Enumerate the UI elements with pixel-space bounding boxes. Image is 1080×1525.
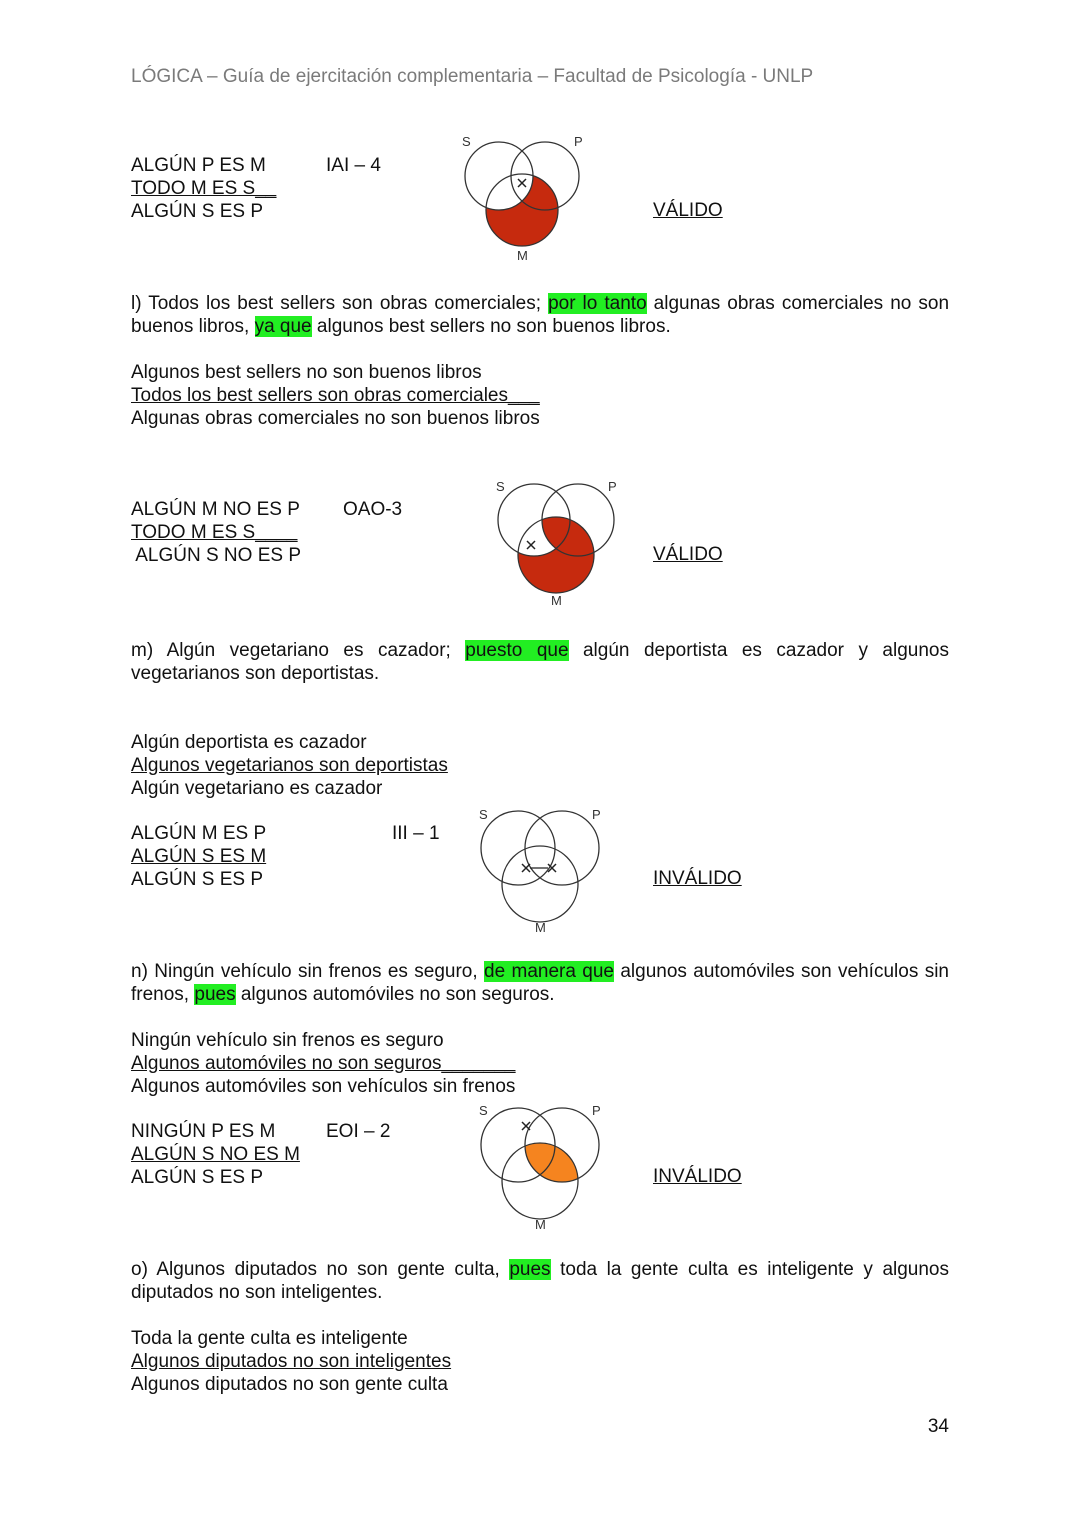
exercise-o-text: o) Algunos diputados no son gente culta, pues toda la gente culta es inteligente y algunos diputados no son inteligentes. <box>131 1259 949 1303</box>
venn-4-label-s: S <box>479 1103 488 1118</box>
venn-4-x-mark <box>522 1122 530 1130</box>
venn-diagram-3 <box>468 801 618 942</box>
syllogism-3-premise-1: ALGÚN M ES P <box>131 823 267 844</box>
connector-highlight: por lo tanto <box>548 293 647 314</box>
venn-2-label-m: M <box>551 593 562 608</box>
syllogism-2-verdict: VÁLIDO <box>653 544 723 565</box>
syllogism-4-premise-1: NINGÚN P ES M <box>131 1121 276 1142</box>
venn-1-label-p: P <box>574 134 583 149</box>
syllogism-4-conclusion: ALGÚN S ES P <box>131 1167 263 1188</box>
venn-3-circle-m <box>502 846 578 922</box>
syllogism-1-code: IAI – 4 <box>326 155 381 176</box>
venn-3-label-p: P <box>592 807 601 822</box>
exercise-n-conclusion: Algunos automóviles son vehículos sin frenos <box>131 1076 516 1097</box>
exercise-o-premise-1: Toda la gente culta es inteligente <box>131 1328 408 1349</box>
syllogism-4-verdict: INVÁLIDO <box>653 1166 742 1187</box>
syllogism-2-conclusion: ALGÚN S NO ES P <box>131 545 301 566</box>
connector-highlight: ya que <box>254 316 312 337</box>
venn-diagram-1 <box>452 130 602 271</box>
venn-diagram-2 <box>485 474 635 615</box>
syllogism-3-conclusion: ALGÚN S ES P <box>131 869 263 890</box>
exercise-l-text: l) Todos los best sellers son obras comerciales; por lo tanto algunas obras comerciales no son buenos libros, ya que algunos best sellers no son buenos libros. <box>131 293 950 337</box>
syllogism-1-verdict: VÁLIDO <box>653 200 723 221</box>
exercise-o-premise-2: Algunos diputados no son inteligentes <box>131 1351 452 1372</box>
exercise-m-premise-1: Algún deportista es cazador <box>131 732 367 753</box>
exercise-m-text: m) Algún vegetariano es cazador; puesto que algún deportista es cazador y algunos vegetarianos son deportistas. <box>131 640 949 684</box>
connector-highlight: puesto que <box>465 640 569 661</box>
syllogism-3-verdict: INVÁLIDO <box>653 868 742 889</box>
exercise-n-premise-1: Ningún vehículo sin frenos es seguro <box>131 1030 444 1051</box>
venn-2-label-p: P <box>608 479 617 494</box>
exercise-o-conclusion: Algunos diputados no son gente culta <box>131 1374 448 1395</box>
connector-highlight: de manera que <box>484 961 614 982</box>
syllogism-1-premise-2: TODO M ES S__ <box>131 178 277 199</box>
venn-4-label-p: P <box>592 1103 601 1118</box>
syllogism-2-code: OAO-3 <box>343 499 403 520</box>
page-number: 34 <box>927 1416 949 1437</box>
syllogism-2-premise-1: ALGÚN M NO ES P <box>131 499 300 520</box>
venn-1-label-s: S <box>462 134 471 149</box>
connector-highlight: pues <box>509 1259 551 1280</box>
venn-2-label-s: S <box>496 479 505 494</box>
venn-3-x-mark-left <box>522 864 530 872</box>
venn-diagram-4 <box>468 1098 618 1239</box>
exercise-l-premise-2: Todos los best sellers son obras comerciales___ <box>131 385 540 406</box>
syllogism-3-code: III – 1 <box>392 823 440 844</box>
exercise-n-text: n) Ningún vehículo sin frenos es seguro, de manera que algunos automóviles son vehículos sin frenos, pues algunos automóviles no son seguros. <box>131 961 949 1005</box>
venn-1-label-m: M <box>517 248 528 263</box>
syllogism-3-premise-2: ALGÚN S ES M <box>131 846 267 867</box>
venn-3-label-m: M <box>535 920 546 935</box>
connector-highlight: pues <box>194 984 236 1005</box>
syllogism-4-code: EOI – 2 <box>326 1121 391 1142</box>
exercise-l-premise-1: Algunos best sellers no son buenos libros <box>131 362 482 383</box>
syllogism-4-premise-2: ALGÚN S NO ES M <box>131 1144 300 1165</box>
page-header: LÓGICA – Guía de ejercitación complementaria – Facultad de Psicología - UNLP <box>131 66 814 87</box>
exercise-l-conclusion: Algunas obras comerciales no son buenos libros <box>131 408 540 429</box>
syllogism-1-conclusion: ALGÚN S ES P <box>131 201 263 222</box>
venn-4-label-m: M <box>535 1217 546 1232</box>
exercise-m-premise-2: Algunos vegetarianos son deportistas <box>131 755 448 776</box>
venn-3-circle-s <box>481 811 555 885</box>
syllogism-1-premise-1: ALGÚN P ES M <box>131 155 266 176</box>
venn-3-circle-p <box>525 811 599 885</box>
venn-3-label-s: S <box>479 807 488 822</box>
exercise-m-conclusion: Algún vegetariano es cazador <box>131 778 383 799</box>
exercise-n-premise-2: Algunos automóviles no son seguros_______ <box>131 1053 516 1074</box>
syllogism-2-premise-2: TODO M ES S____ <box>131 522 298 543</box>
